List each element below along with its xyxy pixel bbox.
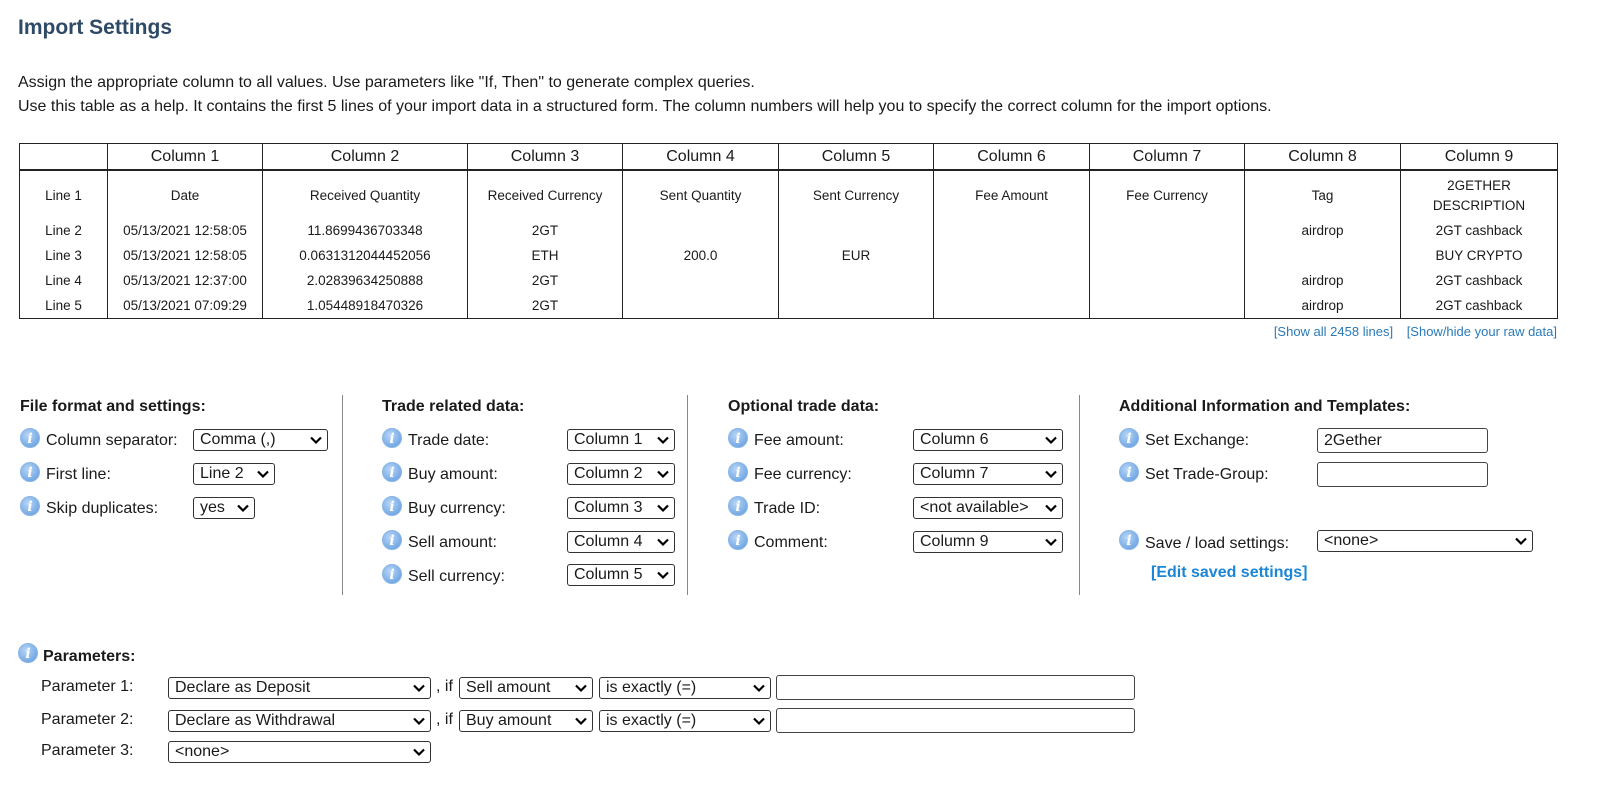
table-header-cell: Column 1	[108, 144, 263, 171]
table-cell: Fee Amount	[934, 170, 1090, 218]
buy-currency-select[interactable]	[567, 497, 675, 519]
section-divider	[1079, 395, 1080, 595]
trade-date-select[interactable]	[567, 429, 675, 451]
parameter-1-label: Parameter 1:	[41, 678, 134, 695]
intro-line-2: Use this table as a help. It contains the first 5 lines of your import data in a structured form. The column numbers will help you to specify the correct column for the import options.	[18, 98, 1272, 115]
sell-currency-label: Sell currency:	[408, 568, 505, 585]
section-divider	[342, 395, 343, 595]
sell-amount-label: Sell amount:	[408, 534, 497, 551]
table-cell: 2GT	[468, 268, 623, 293]
file-format-title: File format and settings:	[20, 398, 206, 415]
chevron-down-icon	[310, 434, 322, 446]
table-cell: Sent Quantity	[623, 170, 779, 218]
info-icon[interactable]: i	[728, 530, 748, 550]
column-separator-value: Comma (,)	[200, 431, 276, 448]
chevron-down-icon	[1045, 468, 1057, 480]
parameter-1-field-value: Sell amount	[466, 679, 551, 696]
set-trade-group-label: Set Trade-Group:	[1145, 466, 1269, 483]
table-cell: 2GETHER DESCRIPTION	[1401, 170, 1558, 218]
parameter-1-action-select[interactable]	[168, 677, 431, 699]
buy-amount-label: Buy amount:	[408, 466, 498, 483]
table-cell	[934, 243, 1090, 268]
comment-select[interactable]	[913, 531, 1063, 553]
parameter-1-operator-value: is exactly (=)	[606, 679, 697, 696]
parameter-3-action-select[interactable]	[168, 741, 431, 763]
table-header-cell: Column 3	[468, 144, 623, 171]
intro-text	[18, 71, 1272, 119]
column-separator-select[interactable]	[193, 429, 328, 451]
optional-data-title: Optional trade data:	[728, 398, 880, 415]
chevron-down-icon	[657, 502, 669, 514]
trade-date-value: Column 1	[574, 431, 643, 448]
fee-amount-value: Column 6	[920, 431, 989, 448]
trade-id-value: <not available>	[920, 499, 1029, 516]
table-cell: Line 5	[20, 293, 108, 319]
table-cell: Tag	[1245, 170, 1401, 218]
table-cell: 05/13/2021 12:37:00	[108, 268, 263, 293]
chevron-down-icon	[657, 434, 669, 446]
table-cell: Received Quantity	[263, 170, 468, 218]
fee-currency-select[interactable]	[913, 463, 1063, 485]
set-exchange-input[interactable]: 2Gether	[1317, 428, 1488, 453]
info-icon[interactable]: i	[1119, 530, 1139, 550]
table-cell: Fee Currency	[1090, 170, 1245, 218]
info-icon[interactable]: i	[18, 643, 38, 663]
table-header-cell: Column 5	[779, 144, 934, 171]
fee-currency-label: Fee currency:	[754, 466, 852, 483]
info-icon[interactable]: i	[382, 462, 402, 482]
first-line-select[interactable]	[193, 463, 275, 485]
buy-currency-value: Column 3	[574, 499, 643, 516]
chevron-down-icon	[657, 569, 669, 581]
info-icon[interactable]: i	[20, 428, 40, 448]
table-cell: ETH	[468, 243, 623, 268]
show-hide-raw-data-link[interactable]: [Show/hide your raw data]	[1406, 324, 1557, 339]
parameter-2-operator-select[interactable]	[599, 710, 771, 732]
table-cell: 2GT	[468, 218, 623, 243]
chevron-down-icon	[1045, 502, 1057, 514]
show-all-lines-link[interactable]: [Show all 2458 lines]	[1273, 324, 1394, 339]
info-icon[interactable]: i	[20, 462, 40, 482]
info-icon[interactable]: i	[20, 496, 40, 516]
parameter-1-value-input[interactable]	[776, 675, 1135, 700]
comment-value: Column 9	[920, 533, 989, 550]
parameter-1-field-select[interactable]	[459, 677, 593, 699]
table-cell	[1090, 293, 1245, 319]
chevron-down-icon	[413, 715, 425, 727]
table-cell: 05/13/2021 12:58:05	[108, 243, 263, 268]
info-icon[interactable]: i	[728, 496, 748, 516]
info-icon[interactable]: i	[1119, 428, 1139, 448]
section-divider	[687, 395, 688, 595]
table-cell: 1.05448918470326	[263, 293, 468, 319]
table-cell	[779, 268, 934, 293]
table-cell: 2GT cashback	[1401, 268, 1558, 293]
save-load-settings-label: Save / load settings:	[1145, 535, 1290, 552]
sell-amount-select[interactable]	[567, 531, 675, 553]
skip-duplicates-label: Skip duplicates:	[46, 500, 159, 517]
buy-amount-value: Column 2	[574, 465, 643, 482]
parameter-3-label: Parameter 3:	[41, 742, 134, 759]
sell-currency-select[interactable]	[567, 564, 675, 586]
table-header-cell: Column 7	[1090, 144, 1245, 171]
trade-id-select[interactable]	[913, 497, 1063, 519]
page-title: Import Settings	[18, 16, 173, 39]
table-cell: Received Currency	[468, 170, 623, 218]
chevron-down-icon	[657, 468, 669, 480]
chevron-down-icon	[257, 468, 269, 480]
info-icon[interactable]: i	[728, 428, 748, 448]
table-row	[20, 218, 1558, 243]
intro-line-1: Assign the appropriate column to all values. Use parameters like "If, Then" to generate complex queries.	[18, 74, 755, 91]
trade-date-label: Trade date:	[408, 432, 490, 449]
parameter-2-operator-value: is exactly (=)	[606, 712, 697, 729]
column-separator-label: Column separator:	[46, 432, 178, 449]
additional-info-title: Additional Information and Templates:	[1119, 398, 1411, 415]
table-cell: EUR	[779, 243, 934, 268]
if-text: , if	[436, 678, 453, 695]
table-cell: airdrop	[1245, 268, 1401, 293]
chevron-down-icon	[1045, 434, 1057, 446]
table-cell	[934, 218, 1090, 243]
chevron-down-icon	[413, 682, 425, 694]
table-cell: Line 2	[20, 218, 108, 243]
parameter-2-field-select[interactable]	[459, 710, 593, 732]
table-cell: 2GT cashback	[1401, 218, 1558, 243]
table-cell	[779, 293, 934, 319]
table-cell	[1090, 268, 1245, 293]
chevron-down-icon	[413, 746, 425, 758]
table-cell: airdrop	[1245, 293, 1401, 319]
skip-duplicates-select[interactable]	[193, 497, 255, 519]
table-header-row	[20, 144, 1558, 171]
table-cell	[934, 268, 1090, 293]
first-line-label: First line:	[46, 466, 111, 483]
info-icon[interactable]: i	[382, 496, 402, 516]
edit-saved-settings-link[interactable]: [Edit saved settings]	[1151, 564, 1308, 581]
parameter-1-operator-select[interactable]	[599, 677, 771, 699]
first-line-value: Line 2	[200, 465, 244, 482]
table-cell: Line 4	[20, 268, 108, 293]
buy-currency-label: Buy currency:	[408, 500, 506, 517]
chevron-down-icon	[575, 682, 587, 694]
chevron-down-icon	[1515, 535, 1527, 547]
if-text: , if	[436, 711, 453, 728]
info-icon[interactable]: i	[382, 564, 402, 584]
chevron-down-icon	[753, 715, 765, 727]
table-row	[20, 243, 1558, 268]
buy-amount-select[interactable]	[567, 463, 675, 485]
sell-amount-value: Column 4	[574, 533, 643, 550]
table-links	[1264, 324, 1557, 339]
table-cell: Sent Currency	[779, 170, 934, 218]
table-cell: 2.02839634250888	[263, 268, 468, 293]
table-cell: 0.0631312044452056	[263, 243, 468, 268]
comment-label: Comment:	[754, 534, 828, 551]
table-header-cell: Column 8	[1245, 144, 1401, 171]
table-row	[20, 170, 1558, 218]
set-trade-group-input[interactable]	[1317, 462, 1488, 487]
info-icon[interactable]: i	[1119, 462, 1139, 482]
info-icon[interactable]: i	[382, 530, 402, 550]
table-cell	[623, 293, 779, 319]
parameter-2-action-select[interactable]	[168, 710, 431, 732]
table-cell	[623, 218, 779, 243]
parameter-2-field-value: Buy amount	[466, 712, 552, 729]
table-cell: BUY CRYPTO	[1401, 243, 1558, 268]
skip-duplicates-value: yes	[200, 499, 225, 516]
table-header-cell: Column 9	[1401, 144, 1558, 171]
chevron-down-icon	[657, 536, 669, 548]
chevron-down-icon	[237, 502, 249, 514]
table-cell: 2GT cashback	[1401, 293, 1558, 319]
info-icon[interactable]: i	[382, 428, 402, 448]
trade-data-title: Trade related data:	[382, 398, 525, 415]
table-cell: 05/13/2021 12:58:05	[108, 218, 263, 243]
table-row	[20, 268, 1558, 293]
import-preview-table	[19, 143, 1558, 319]
fee-amount-label: Fee amount:	[754, 432, 844, 449]
fee-amount-select[interactable]	[913, 429, 1063, 451]
table-cell: Line 3	[20, 243, 108, 268]
save-load-settings-select[interactable]	[1317, 530, 1533, 552]
parameters-title: Parameters:	[43, 648, 136, 665]
table-cell	[934, 293, 1090, 319]
table-row	[20, 293, 1558, 319]
table-cell	[779, 218, 934, 243]
fee-currency-value: Column 7	[920, 465, 989, 482]
table-header-cell: Column 6	[934, 144, 1090, 171]
parameter-2-action-value: Declare as Withdrawal	[175, 712, 336, 729]
table-cell: 11.8699436703348	[263, 218, 468, 243]
table-header-cell	[20, 144, 108, 171]
sell-currency-value: Column 5	[574, 566, 643, 583]
table-cell	[1090, 243, 1245, 268]
table-cell: airdrop	[1245, 218, 1401, 243]
parameter-1-action-value: Declare as Deposit	[175, 679, 311, 696]
trade-id-label: Trade ID:	[754, 500, 821, 517]
table-cell	[1245, 243, 1401, 268]
table-cell: 05/13/2021 07:09:29	[108, 293, 263, 319]
parameter-2-value-input[interactable]	[776, 708, 1135, 733]
save-load-settings-value: <none>	[1324, 532, 1379, 549]
table-header-cell: Column 2	[263, 144, 468, 171]
info-icon[interactable]: i	[728, 462, 748, 482]
chevron-down-icon	[753, 682, 765, 694]
table-header-cell: Column 4	[623, 144, 779, 171]
set-exchange-label: Set Exchange:	[1145, 432, 1250, 449]
table-cell	[1090, 218, 1245, 243]
table-cell: 2GT	[468, 293, 623, 319]
table-cell: Date	[108, 170, 263, 218]
chevron-down-icon	[575, 715, 587, 727]
table-cell: Line 1	[20, 170, 108, 218]
parameter-2-label: Parameter 2:	[41, 711, 134, 728]
table-cell: 200.0	[623, 243, 779, 268]
parameter-3-action-value: <none>	[175, 743, 230, 760]
chevron-down-icon	[1045, 536, 1057, 548]
table-cell	[623, 268, 779, 293]
